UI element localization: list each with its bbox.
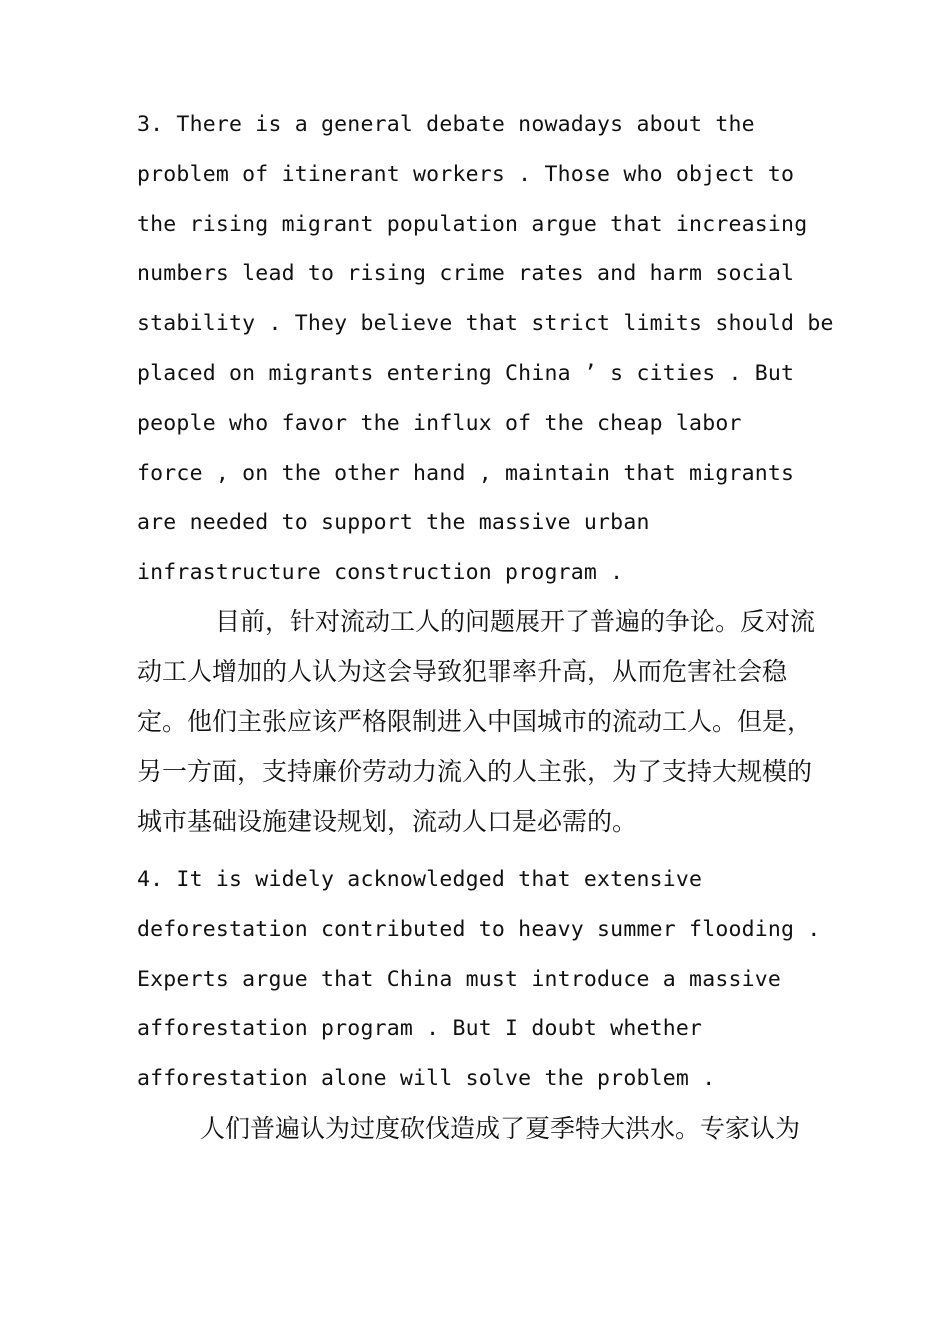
section3-chinese-line-5: 城市基础设施建设规划，流动人口是必需的。 [137, 807, 638, 836]
section3-english-line-1: 3. There is a general debate nowadays about the [137, 112, 755, 137]
section3-english-line-4: numbers lead to rising crime rates and harm social [137, 261, 795, 286]
section3-chinese-line-4: 另一方面，支持廉价劳动力流入的人主张，为了支持大规模的 [137, 757, 813, 786]
section4-english-line-5: afforestation alone will solve the problem . [137, 1066, 716, 1091]
section4-english-line-2: deforestation contributed to heavy summer flooding . [137, 917, 821, 942]
section3-english-line-6: placed on migrants entering China ’ s cities . But [137, 361, 795, 386]
section4-chinese-line-1: 人们普遍认为过度砍伐造成了夏季特大洪水。专家认为 [200, 1114, 801, 1143]
section4-english-line-1: 4. It is widely acknowledged that extensive [137, 867, 703, 892]
section3-chinese-line-3: 定。他们主张应该严格限制进入中国城市的流动工人。但是， [137, 707, 813, 736]
section3-english-line-10: infrastructure construction program . [137, 560, 624, 585]
section3-english-line-9: are needed to support the massive urban [137, 510, 650, 535]
section3-english-line-7: people who favor the influx of the cheap labor [137, 411, 742, 436]
section3-english-line-8: force , on the other hand , maintain that migrants [137, 461, 795, 486]
section3-chinese-line-1: 目前，针对流动工人的问题展开了普遍的争论。反对流 [215, 607, 816, 636]
section3-english-line-5: stability . They believe that strict limits should be [137, 311, 834, 336]
section3-chinese-line-2: 动工人增加的人认为这会导致犯罪率升高，从而危害社会稳 [137, 657, 788, 686]
section4-english-line-4: afforestation program . But I doubt whether [137, 1016, 703, 1041]
section3-english-line-3: the rising migrant population argue that increasing [137, 212, 808, 237]
section4-english-line-3: Experts argue that China must introduce a massive [137, 967, 782, 992]
section3-english-line-2: problem of itinerant workers . Those who object to [137, 162, 795, 187]
